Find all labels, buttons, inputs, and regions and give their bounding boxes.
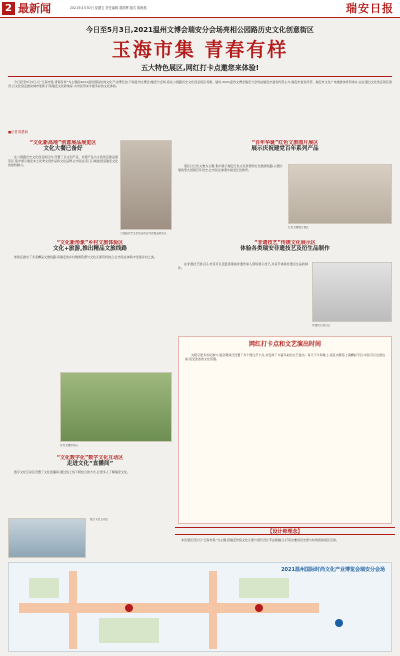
section-body: 体验区推出了多条精品文旅线路,将瑞安的乡村旅游资源与文化元素有机结合,让市民在体验中发现乡村之美。 <box>14 255 157 259</box>
photo-caption: 公园路历史文化创意街区内的展品展览区 <box>120 232 167 235</box>
section-heading: “文化数字化”数字文化互动区 <box>56 455 124 461</box>
divider <box>8 76 392 77</box>
section-heading: “非遗技艺”传统文化展示区 <box>254 240 316 246</box>
header-meta: 2021年4月30日 星期五 责任编辑 胡跃辉 版式 陈海燕 <box>70 6 147 10</box>
section-title: 展示庆祝建党百年系列产品 <box>251 146 319 152</box>
article-subhead: 五大特色展区,网红打卡点邀您来体验! <box>141 64 259 72</box>
map-title: 2021温州国际时尚文化产业博览会瑞安分会场 <box>281 567 385 573</box>
section-body: 数字文化互动区设置了文化直播间,通过线上线下相结合的方式,让更多人了解瑞安文化。 <box>14 470 130 474</box>
map-graphic <box>9 563 392 652</box>
section-body: 在非遗技艺展示区,市民可以近距离观看非遗传承人现场展示技艺,并亲手体验非遗衍生品的制作。 <box>178 262 308 270</box>
section-creative-exhibits <box>8 140 118 230</box>
digital-photo <box>8 518 86 558</box>
photo-caption: 数字文化互动区 <box>90 518 109 521</box>
section-red-tourism <box>178 140 392 162</box>
venue-map <box>8 562 392 652</box>
section-heading: “文化新高地”创意展品展览区 <box>29 140 97 146</box>
section-title: 体验各类瑞安非遗技艺及衍生品制作 <box>240 246 330 252</box>
red-tourism-photo <box>288 164 392 224</box>
section-rural-tourism <box>8 240 172 340</box>
article-kicker: 今日至5月3日,2021温州文博会瑞安分会场亮相公园路历史文化创意街区 <box>86 26 314 34</box>
section-body: 展区以红色文旅为主题,集中展示瑞安红色文化资源和红色旅游线路,以图片展的形式回顾百年党史,让市民在参观中接受红色教育。 <box>178 164 283 172</box>
box-body: 为吸引更多市民参与,展会期间还设置了多个网红打卡点,并安排了丰富多彩的文艺演出。每天下午和晚上,街区内都将上演精彩节目,市民可以边逛边看,感受浓浓的文化氛围。 <box>185 353 385 361</box>
events-box <box>178 336 392 524</box>
section-title: 文化+旅游,推出精品文旅线路 <box>53 246 127 252</box>
lead-paragraph: 今日起至5月3日,以“玉海市集·青春有样”为主题的2021温州国际时尚文化产业博览会(下称温州文博会)瑞安分会场,将在公园路历史文化创意街区亮相。届时,2021温州文博会瑞安分会场由瑞安市委宣传部主办,瑞安市委宣传部、瑞安市文化广电旅游体育局承办,旨在通过文化创意街区建设,以文化创意推动城市更新,打造瑞安文化新地标,为市民带来丰富多彩的文化体验。 <box>8 80 392 88</box>
rural-tourism-photo <box>60 372 172 442</box>
designer-notes-body: 本次展区设计以“玉海市集”为主题,将瑞安传统文化元素与现代设计手法相融合,打造出兼具历史感与时尚感的街区空间。 <box>181 538 340 542</box>
designer-notes-title: 【设计师理念】 <box>175 527 395 535</box>
section-heading: “百年华诞”红色文旅图片展区 <box>251 140 319 146</box>
section-title: 文化大餐已备好 <box>43 146 83 152</box>
section-intangible-heritage <box>178 240 392 260</box>
photo-caption: 乡村文旅体验区 <box>60 444 79 447</box>
newspaper-logo: 瑞安日报 <box>346 2 394 15</box>
section-body: 在公园路历史文化创意街区内,设置了以文创产品、非遗产品为主的创意展品展览区,集中展示瑞安本土优秀文创作品和文化品牌,让市民在家门口就能感受瑞安文化的独特魅力。 <box>8 155 118 167</box>
page-number: 2 <box>2 2 15 15</box>
exhibit-photo <box>120 140 172 230</box>
article-headline: 玉海市集 青春有样 <box>111 39 289 61</box>
section-digital-culture <box>8 455 172 515</box>
section-name: 最新闻 <box>18 2 51 15</box>
photo-caption: 非遗技艺展示区 <box>312 324 331 327</box>
byline: ■记者 陈胜旸 <box>8 130 28 134</box>
photo-caption: 红色文旅图片展区 <box>288 226 309 229</box>
section-title: 走进文化“直播间” <box>66 461 114 467</box>
page-header <box>0 0 400 18</box>
section-heading: “文化新形象”乡村文旅体验区 <box>56 240 124 246</box>
box-title: 网红打卡点和文艺演出时间 <box>248 341 321 348</box>
heritage-booth-photo <box>312 262 392 322</box>
